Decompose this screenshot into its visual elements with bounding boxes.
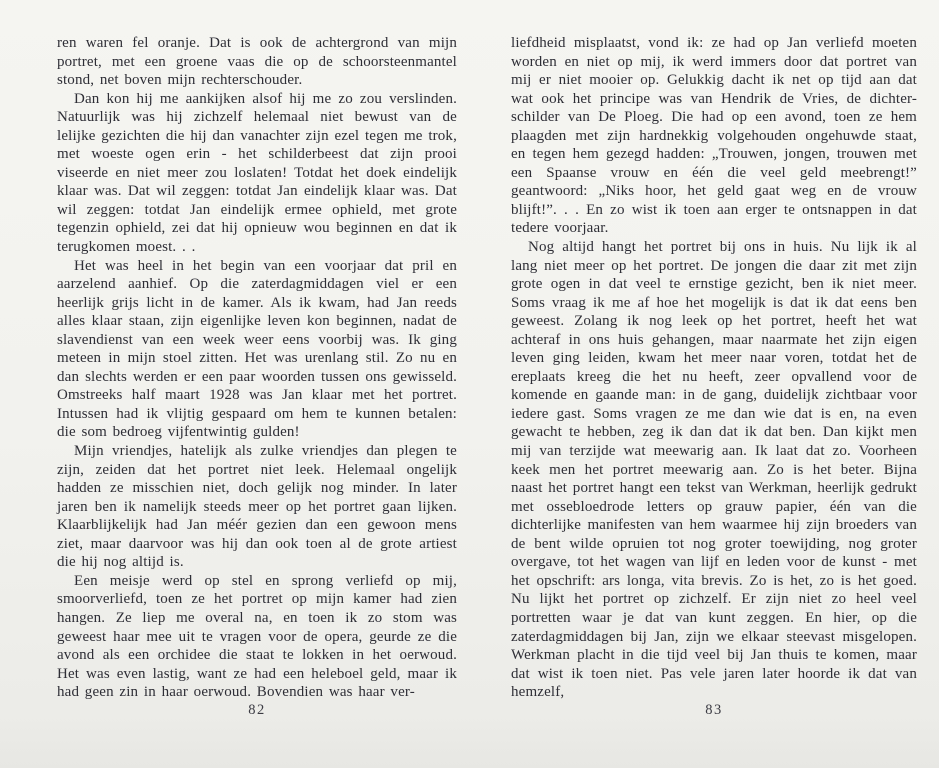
paragraph: Nog altijd hangt het portret bij ons in huis. Nu lijk ik al lang niet meer op het portret. De jongen die daar zit met zijn grote ogen in dat veel te ernstige gezicht, ben ik niet meer. Soms vraag ik me af hoe het mogelijk is dat ik dat eens ben geweest. Zolang ik nog leek op het portret, heeft het wat achteraf in ons huis gehangen, maar naarmate het zijn eigen leven ging leiden, kwam het meer naar voren, totdat het de ereplaats kreeg die het nu heeft, zeer opvallend voor de komende en gaande man: in de gang, duidelijk zichtbaar voor iedere gast. Soms vragen ze me dan wie dat is en, na even gewacht te hebben, zeg ik dan dat ik dat ben. Dan kijkt men mij van terzijde wat meewarig aan. Ik laat dat zo. Voorheen keek men het portret meewarig aan. Zo is het beter. Bijna naast het portret hangt een tekst van Werkman, heerlijk gedrukt met ossebloedrode letters op grauw papier, één van die dichterlijke manifesten van hem waarmee hij zijn broeders van de bent wilde opruien tot nog groter toewijding, nog groter overgave, tot het wagen van lijf en leden voor de kunst - met het opschrift: ars longa, vita brevis. Zo is het, zo is het goed. Nu lijkt het portret op zichzelf. Er zijn niet zo heel veel portretten waar je dat van kunt zeggen. En hier, op die zaterdagmiddagen bij Jan, zijn we elkaar steevast misgelopen. Werkman placht in die tijd veel bij Jan thuis te komen, maar dat wist ik toen niet. Pas vele jaren later hoorde ik dat van hemzelf, [511,239,917,701]
paragraph: Een meisje werd op stel en sprong verliefd op mij, smoorverliefd, toen ze het portret op mijn kamer had zien hangen. Ze liep me overal na, en toen ik zo stom was geweest haar mee uit te vragen voor de opera, geurde ze die avond als een orchidee die staat te lokken in het oerwoud. Het was even lastig, want ze had een heleboel geld, maar ik had geen zin in haar oerwoud. Bovendien was haar ver- [57,572,457,701]
paragraph: liefdheid misplaatst, vond ik: ze had op Jan verliefd moeten worden en niet op mij, ik werd immers door dat portret van mij er niet mooier op. Gelukkig dacht ik net op tijd aan dat wat ook het principe was van Hendrik de Vries, de dichter-schilder van De Ploeg. Die had op een avond, toen ze hem plaagden met zijn hardnekkig volgehouden ongehuwde staat, en tegen hem gezegd hadden: „Trouwen, jongen, trouwen met een Spaanse vrouw en één die veel geld meebrengt!” geantwoord: „Niks hoor, het geld gaat weg en de vrouw blijft!”. . . En zo wist ik toen aan erger te ontsnappen in dat tedere voorjaar. [511,35,917,237]
right-page [511,34,917,734]
page-number-left: 82 [248,702,266,718]
paragraph: Het was heel in het begin van een voorjaar dat pril en aarzelend aanhief. Op die zaterdagmiddagen viel er een heerlijk grijs licht in de kamer. Als ik kwam, had Jan reeds alles klaar staan, zijn eigenlijke leven kon beginnen, nadat de slavendienst van een week weer eens voorbij was. Ik ging meteen in mijn stoel zitten. Het was urenlang stil. Zo nu en dan slechts werden er een paar woorden tussen ons gewisseld. Omstreeks half maart 1928 was Jan klaar met het portret. Intussen had ik vlijtig gespaard om hem te kunnen betalen: die som bedroeg vijfentwintig gulden! [57,257,457,441]
left-page-text [57,34,457,702]
paragraph: Dan kon hij me aankijken alsof hij me zo zou verslinden. Natuurlijk was hij zichzelf helemaal niet bewust van de lelijke gezichten die hij dan vanachter zijn ezel tegen me trok, met woeste ogen erin - het schilderbeest dat zijn prooi viseerde en niet meer zou loslaten! Totdat het doek eindelijk klaar was. Dat wil zeggen: totdat Jan eindelijk klaar was. Dat wil zeggen: totdat Jan eindelijk ermee ophield, met grote tegenzin ophield, zei dat hij opnieuw wou beginnen en dat ik terugkomen moest. . . [57,90,457,256]
paragraph: Mijn vriendjes, hatelijk als zulke vriendjes dan plegen te zijn, zeiden dat het portret niet leek. Helemaal ongelijk hadden ze misschien niet, doch gelijk nog minder. In later jaren ben ik namelijk steeds meer op het portret gaan lijken. Klaarblijkelijk had Jan méér gezien dan een gewoon mens ziet, maar daarvoor was hij dan ook toen al de grote artiest die hij nog altijd is. [57,443,457,571]
left-page [57,34,457,734]
paragraph: ren waren fel oranje. Dat is ook de achtergrond van mijn portret, met een groene vaas die op de schoorsteenmantel stond, net boven mijn rechterschouder. [57,35,457,89]
right-page-text [511,34,917,702]
page-number-right: 83 [705,702,723,718]
